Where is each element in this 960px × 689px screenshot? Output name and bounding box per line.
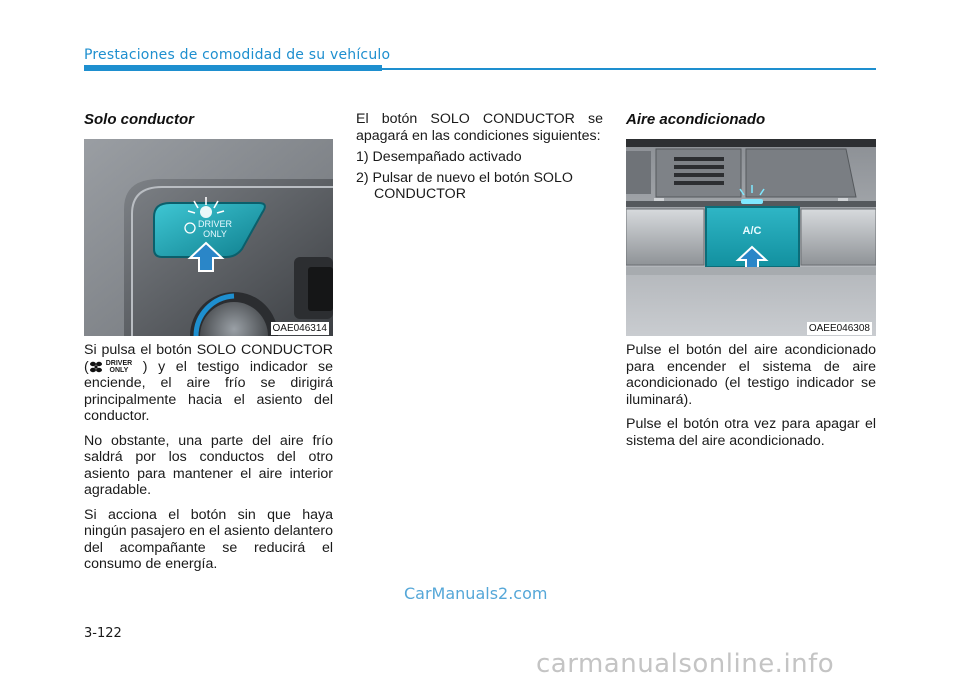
watermark-footer: carmanualsonline.info: [536, 649, 835, 679]
paragraph: Pulse el botón del aire acondicionado para encender el sistema de aire acondicionado (el testigo indicador se iluminará).: [626, 342, 876, 408]
paragraph: Si acciona el botón sin que haya ningún pasajero en el asiento delantero del acompañante se reducirá el consumo de energía.: [84, 506, 333, 572]
paragraph: Si pulsa el botón SOLO CONDUCTOR ( DRIVER ONLY ) y el testigo indicador se enciende, el aire frío se dirigirá principalmente hacia el asiento del conductor.: [84, 342, 333, 424]
driver-only-heading: Solo conductor: [84, 111, 194, 128]
paragraph: Pulse el botón otra vez para apagar el sistema del aire acondicionado.: [626, 416, 876, 449]
section-header-title: Prestaciones de comodidad de su vehículo: [84, 47, 391, 63]
ac-illustration: [626, 139, 876, 336]
air-conditioning-heading: Aire acondicionado: [626, 111, 766, 128]
page-number: 3-122: [84, 626, 122, 641]
watermark-link[interactable]: CarManuals2.com: [404, 584, 548, 603]
image-code-left: OAE046314: [272, 323, 327, 334]
driver-only-button-label-line1: DRIVER: [197, 219, 233, 229]
fan-icon: [89, 361, 103, 373]
driver-only-photo: [84, 139, 333, 336]
paragraph: No obstante, una parte del aire frío saldrá por los conductos del otro asiento para mantener el aire interior agradable.: [84, 432, 333, 498]
ac-photo: [626, 139, 876, 336]
conditions-list: [356, 149, 603, 203]
middle-column-text: [356, 111, 603, 207]
header-rule-thin: [382, 68, 876, 70]
left-column-text: [84, 342, 333, 581]
list-item: 2) Pulsar de nuevo el botón SOLO CONDUCTOR: [356, 169, 573, 202]
image-code-right: OAEE046308: [808, 323, 870, 334]
driver-only-button-label-line2: ONLY: [203, 229, 227, 239]
driver-only-badge: DRIVER ONLY: [89, 360, 132, 374]
list-item: 1) Desempañado activado: [356, 149, 522, 165]
header-rule-thick: [84, 65, 382, 71]
ac-button-label: A/C: [742, 225, 762, 237]
driver-only-illustration: [84, 139, 333, 336]
paragraph: El botón SOLO CONDUCTOR se apagará en las condiciones siguientes:: [356, 111, 603, 144]
right-column-text: [626, 342, 876, 457]
